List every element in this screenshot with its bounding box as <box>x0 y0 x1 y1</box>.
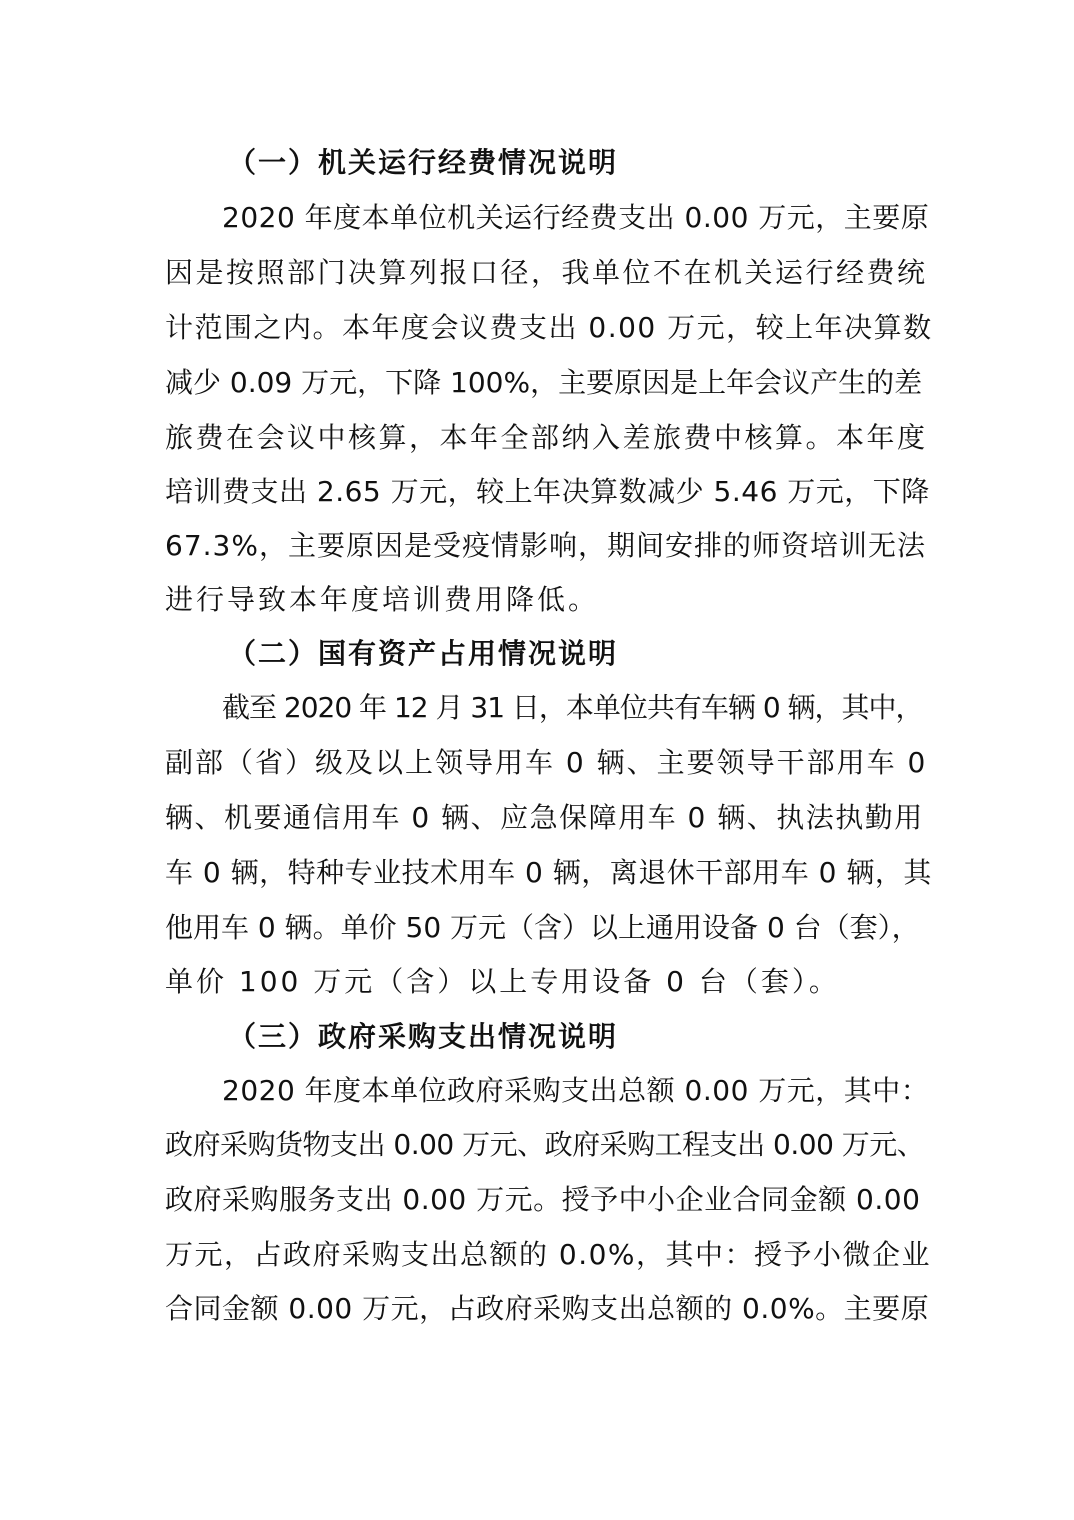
paragraph-line: 他用车 0 辆。单价 50 万元（含）以上通用设备 0 台（套）， <box>165 911 920 944</box>
section-heading-1: （一）机关运行经费情况说明 <box>228 146 619 179</box>
paragraph-line: 2020 年度本单位机关运行经费支出 0.00 万元，主要原 <box>222 201 930 234</box>
section-heading-2: （二）国有资产占用情况说明 <box>228 637 619 670</box>
paragraph-line: 合同金额 0.00 万元，占政府采购支出总额的 0.0%。主要原 <box>165 1292 930 1325</box>
paragraph-line: 旅费在会议中核算，本年全部纳入差旅费中核算。本年度 <box>165 421 928 454</box>
paragraph-line: 减少 0.09 万元，下降 100%，主要原因是上年会议产生的差 <box>165 366 923 399</box>
paragraph-line: 截至 2020 年 12 月 31 日，本单位共有车辆 0 辆，其中， <box>222 691 923 724</box>
paragraph-line: 辆、机要通信用车 0 辆、应急保障用车 0 辆、执法执勤用 <box>165 801 924 834</box>
section-heading-3: （三）政府采购支出情况说明 <box>228 1020 619 1053</box>
paragraph-line: 67.3%，主要原因是受疫情影响，期间安排的师资培训无法 <box>165 529 926 562</box>
paragraph-line: 培训费支出 2.65 万元，较上年决算数减少 5.46 万元，下降 <box>165 475 930 508</box>
paragraph-line: 因是按照部门决算列报口径，我单位不在机关运行经费统 <box>165 256 928 289</box>
paragraph-line: 政府采购服务支出 0.00 万元。授予中小企业合同金额 0.00 <box>165 1183 921 1216</box>
paragraph-line: 计范围之内。本年度会议费支出 0.00 万元，较上年决算数 <box>165 311 933 344</box>
paragraph-line: 政府采购货物支出 0.00 万元、政府采购工程支出 0.00 万元、 <box>165 1128 925 1161</box>
paragraph-line: 副部（省）级及以上领导用车 0 辆、主要领导干部用车 0 <box>165 746 928 779</box>
paragraph-line: 万元，占政府采购支出总额的 0.0%，其中：授予小微企业 <box>165 1238 932 1271</box>
paragraph-line: 车 0 辆，特种专业技术用车 0 辆，离退休干部用车 0 辆，其 <box>165 856 932 889</box>
paragraph-line: 进行导致本年度培训费用降低。 <box>165 583 600 616</box>
paragraph-line: 2020 年度本单位政府采购支出总额 0.00 万元，其中： <box>222 1074 930 1107</box>
paragraph-line: 单价 100 万元（含）以上专用设备 0 台（套）。 <box>165 965 840 998</box>
